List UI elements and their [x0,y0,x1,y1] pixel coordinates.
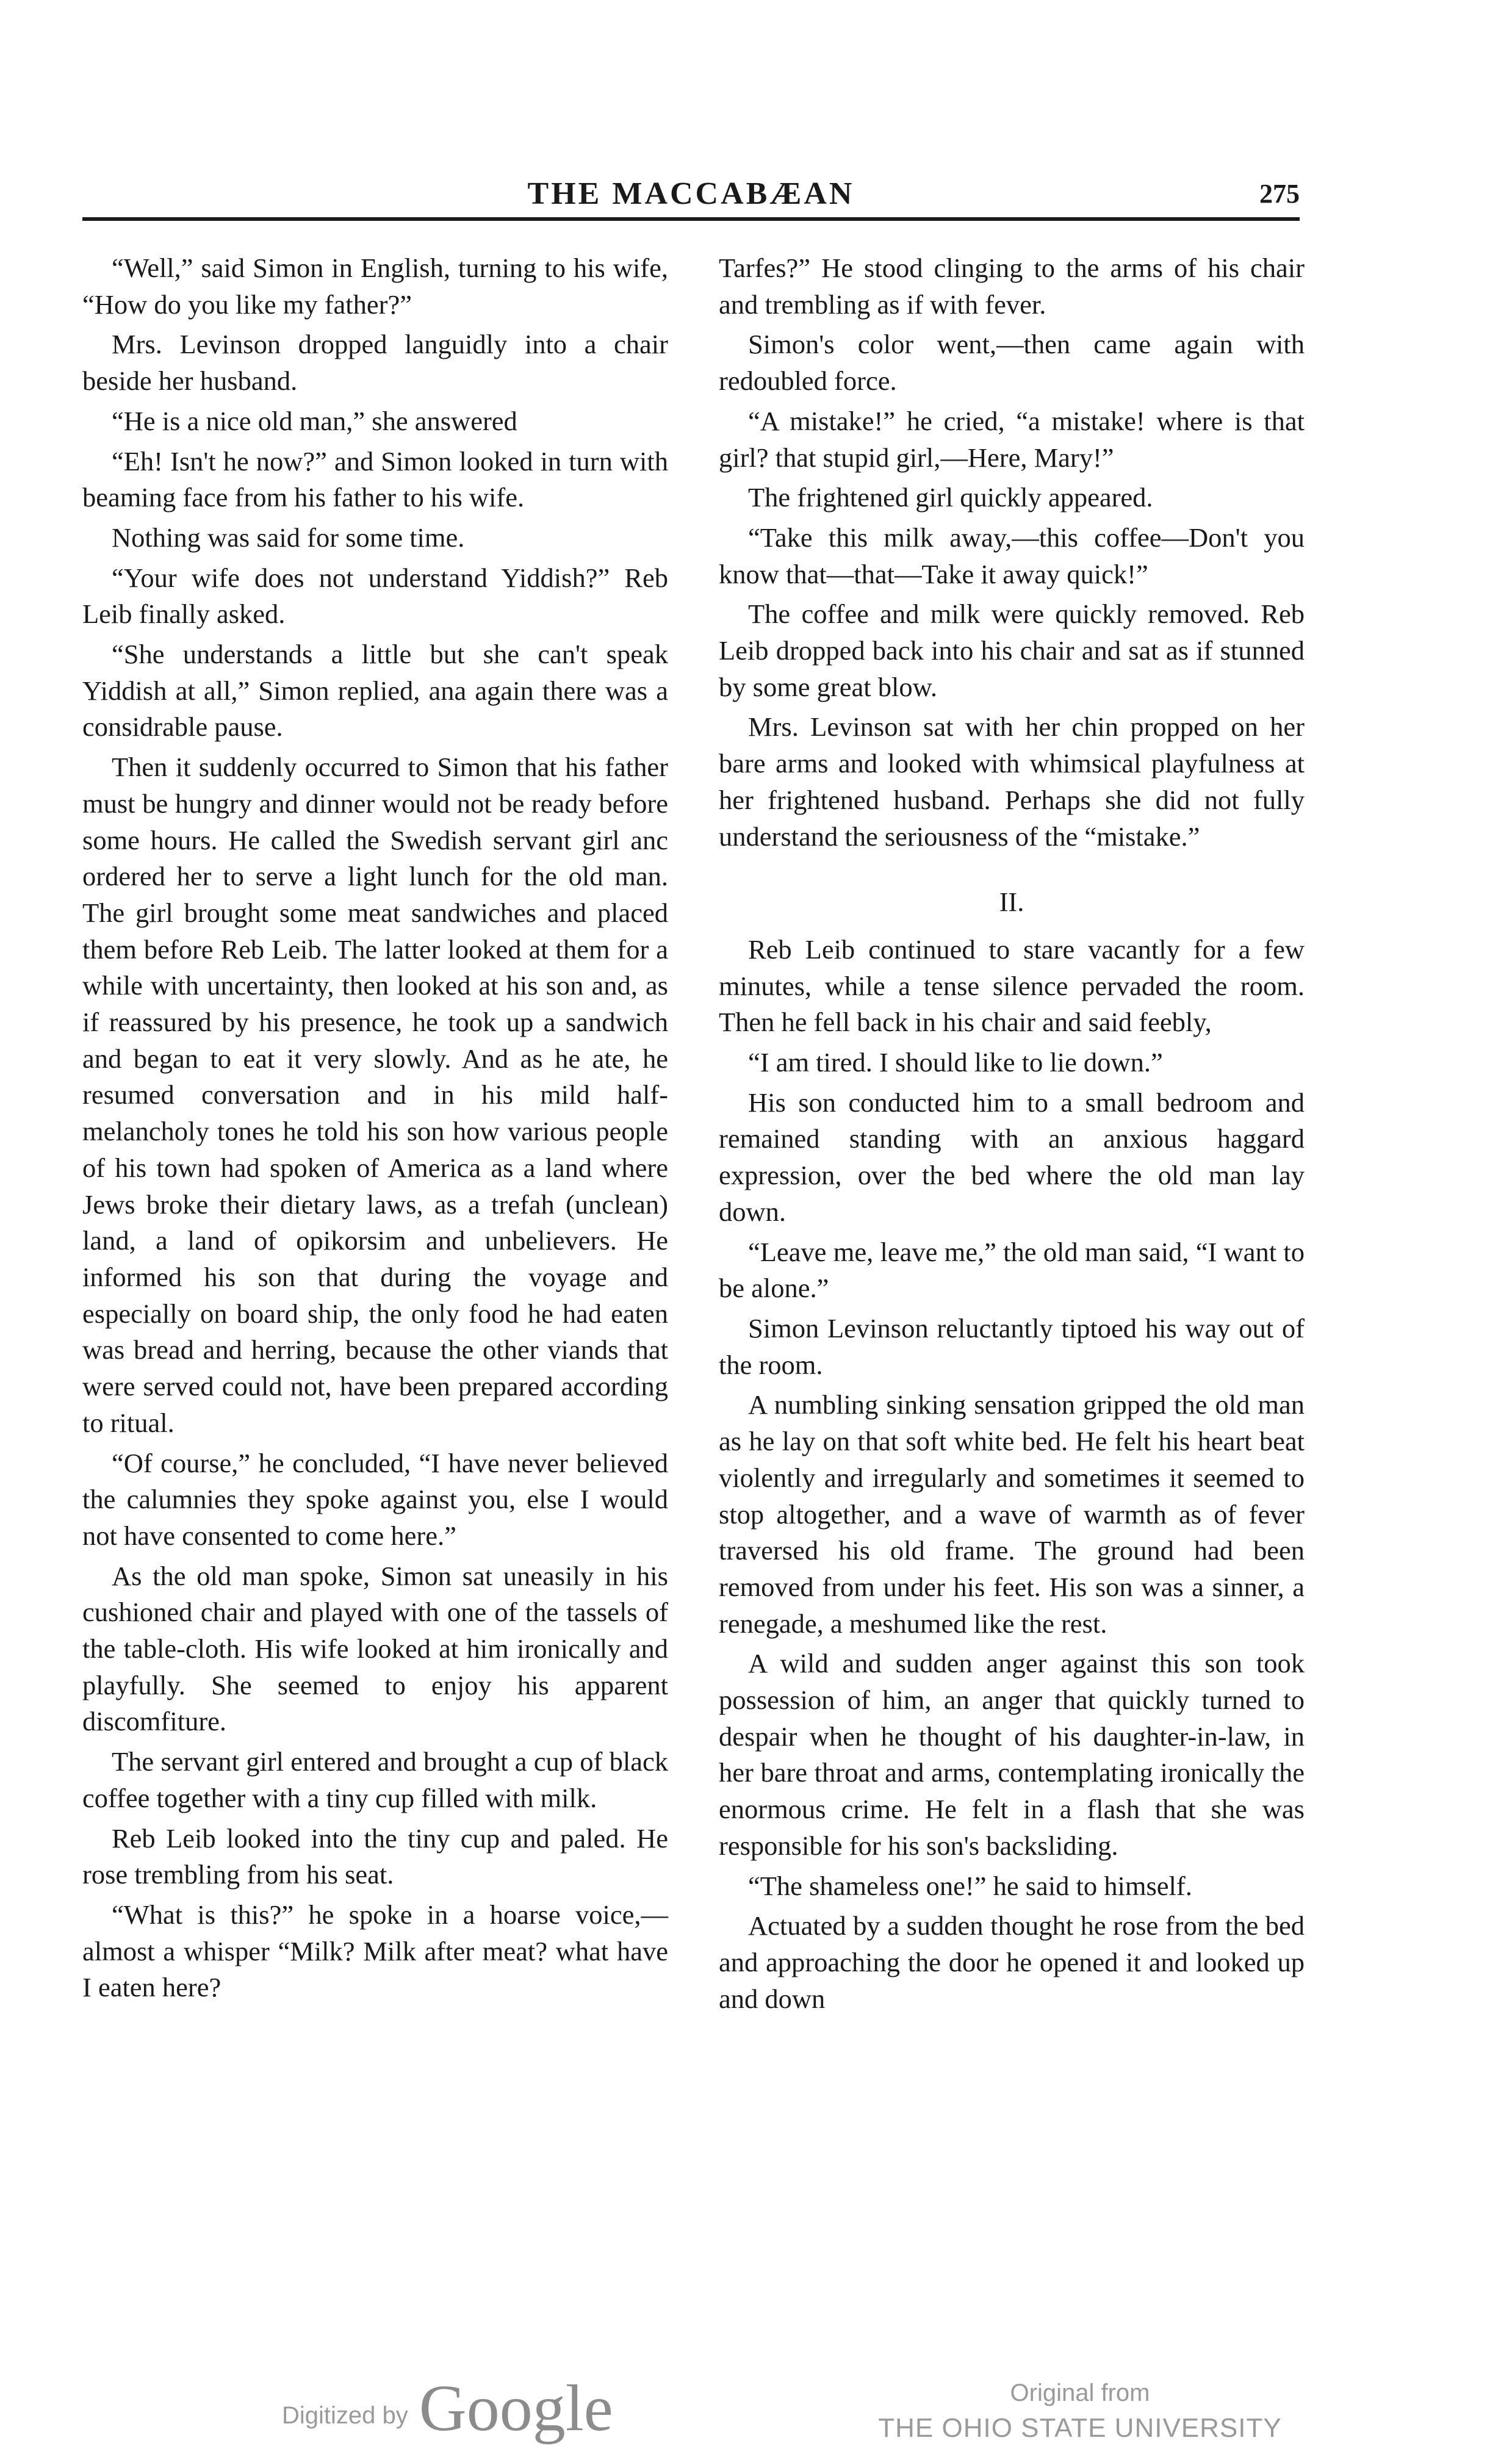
original-from-label: Original from [1010,2379,1150,2406]
paragraph: “He is a nice old man,” she answered [112,405,517,436]
paragraph: Then it suddenly occurred to Simon that his father must be hungry and dinner would not be ready before some hours. He called the Swedish servant girl anc ordered her to serve a light lunch for the old man. The girl brought some meat sandwiches and placed them before Reb Leib. The latter looked at them for a while with uncertainty, then looked at his son and, as if reassured by his presence, he took up a sandwich and began to eat it very slowly. And as he ate, he resumed conversation and in his mild half-melancholy tones he told his son how various people of his town had spoken of America as a land where Jews broke their dietary laws, as a trefah (unclean) land, a land of opikorsim and unbelievers. He informed his son that during the voyage and especially on board ship, the only food he had eaten was bread and herring, because the other viands that were served could not, have been prepared according to ritual. [82,752,668,1438]
page-number: 275 [1259,179,1300,209]
paragraph: “The shameless one!” he said to himself. [748,1870,1192,1901]
paragraph: Reb Leib looked into the tiny cup and paled. He rose trembling from his seat. [82,1822,668,1890]
paragraph: A wild and sudden anger against this son took possession of him, an anger that quickly turned to despair when he thought of his daughter-in-law, in her bare throat and arms, contemplating ironically the enormous crime. He felt in a flash that she was responsible for his son's backsliding. [719,1648,1305,1861]
paragraph: Nothing was said for some time. [112,522,465,553]
paragraph: Reb Leib continued to stare vacantly for a few minutes, while a tense silence pervaded the room. Then he fell back in his chair and said feebly, [719,933,1305,1038]
paragraph: “Leave me, leave me,” the old man said, “I want to be alone.” [719,1236,1305,1304]
paragraph: “Of course,” he concluded, “I have never believed the calumnies they spoke against you, else I would not have consented to come here.” [82,1447,668,1551]
section-numeral: II. [999,887,1024,918]
paragraph: Simon Levinson reluctantly tiptoed his way out of the room. [719,1312,1305,1380]
paragraph: Actuated by a sudden thought he rose from the bed and approaching the door he opened it and looked up and down [719,1910,1305,2014]
digitized-label: Digitized by [282,2402,408,2429]
paragraph: Simon's color went,—then came again with redoubled force. [719,329,1305,397]
paragraph: “What is this?” he spoke in a hoarse voice,—almost a whisper “Milk? Milk after meat? what have I eaten here? [82,1899,668,2003]
paragraph: A numbling sinking sensation gripped the old man as he lay on that soft white bed. He felt his heart beat violently and irregularly and sometimes it seemed to stop altogether, and a wave of warmth as of fever traversed his old frame. The ground had been removed from under his feet. His son was a sinner, a renegade, a meshumed like the rest. [719,1389,1305,1639]
paragraph: “I am tired. I should like to lie down.” [748,1047,1163,1078]
paragraph: “Well,” said Simon in English, turning to his wife, “How do you like my father?” [82,253,668,320]
paragraph: “Take this milk away,—this coffee—Don't you know that—that—Take it away quick!” [719,522,1305,589]
paragraph: Mrs. Levinson dropped languidly into a chair beside her husband. [82,329,668,397]
paragraph: His son conducted him to a small bedroom and remained standing with an anxious haggard expression, over the bed where the old man lay down. [719,1087,1305,1227]
paragraph: Mrs. Levinson sat with her chin propped on her bare arms and looked with whimsical playfulness at her frightened husband. Perhaps she did not fully understand the seriousness of the “mistake.” [719,711,1305,852]
paragraph: The coffee and milk were quickly removed. Reb Leib dropped back into his chair and sat as if stunned by some great blow. [719,599,1305,702]
paragraph: “Your wife does not understand Yiddish?” Reb Leib finally asked. [82,562,668,630]
header-rule [82,217,1300,221]
google-logo: Google [419,2372,613,2445]
paragraph: “A mistake!” he cried, “a mistake! where is that girl? that stupid girl,—Here, Mary!” [719,405,1305,473]
left-column [82,250,668,2325]
paragraph: “She understands a little but she can't speak Yiddish at all,” Simon replied, ana again there was a considrable pause. [82,639,668,743]
paragraph: As the old man spoke, Simon sat uneasily in his cushioned chair and played with one of the tassels of the table-cloth. His wife looked at him ironically and playfully. She seemed to enjoy his apparent discomfiture. [82,1560,668,1737]
paragraph: “Eh! Isn't he now?” and Simon looked in turn with beaming face from his father to his wife. [82,445,668,513]
journal-title: THE MACCABÆAN [527,176,855,211]
original-source-credit [866,2375,1294,2446]
paragraph: The frightened girl quickly appeared. [748,482,1153,513]
right-column [719,250,1305,2325]
institution-name: THE OHIO STATE UNIVERSITY [878,2413,1282,2443]
paragraph: Tarfes?” He stood clinging to the arms of his chair and trembling as if with fever. [719,253,1305,320]
paragraph: The servant girl entered and brought a cup of black coffee together with a tiny cup filled with milk. [82,1746,668,1813]
running-head [82,173,1300,215]
digitized-by-credit [282,2362,613,2445]
